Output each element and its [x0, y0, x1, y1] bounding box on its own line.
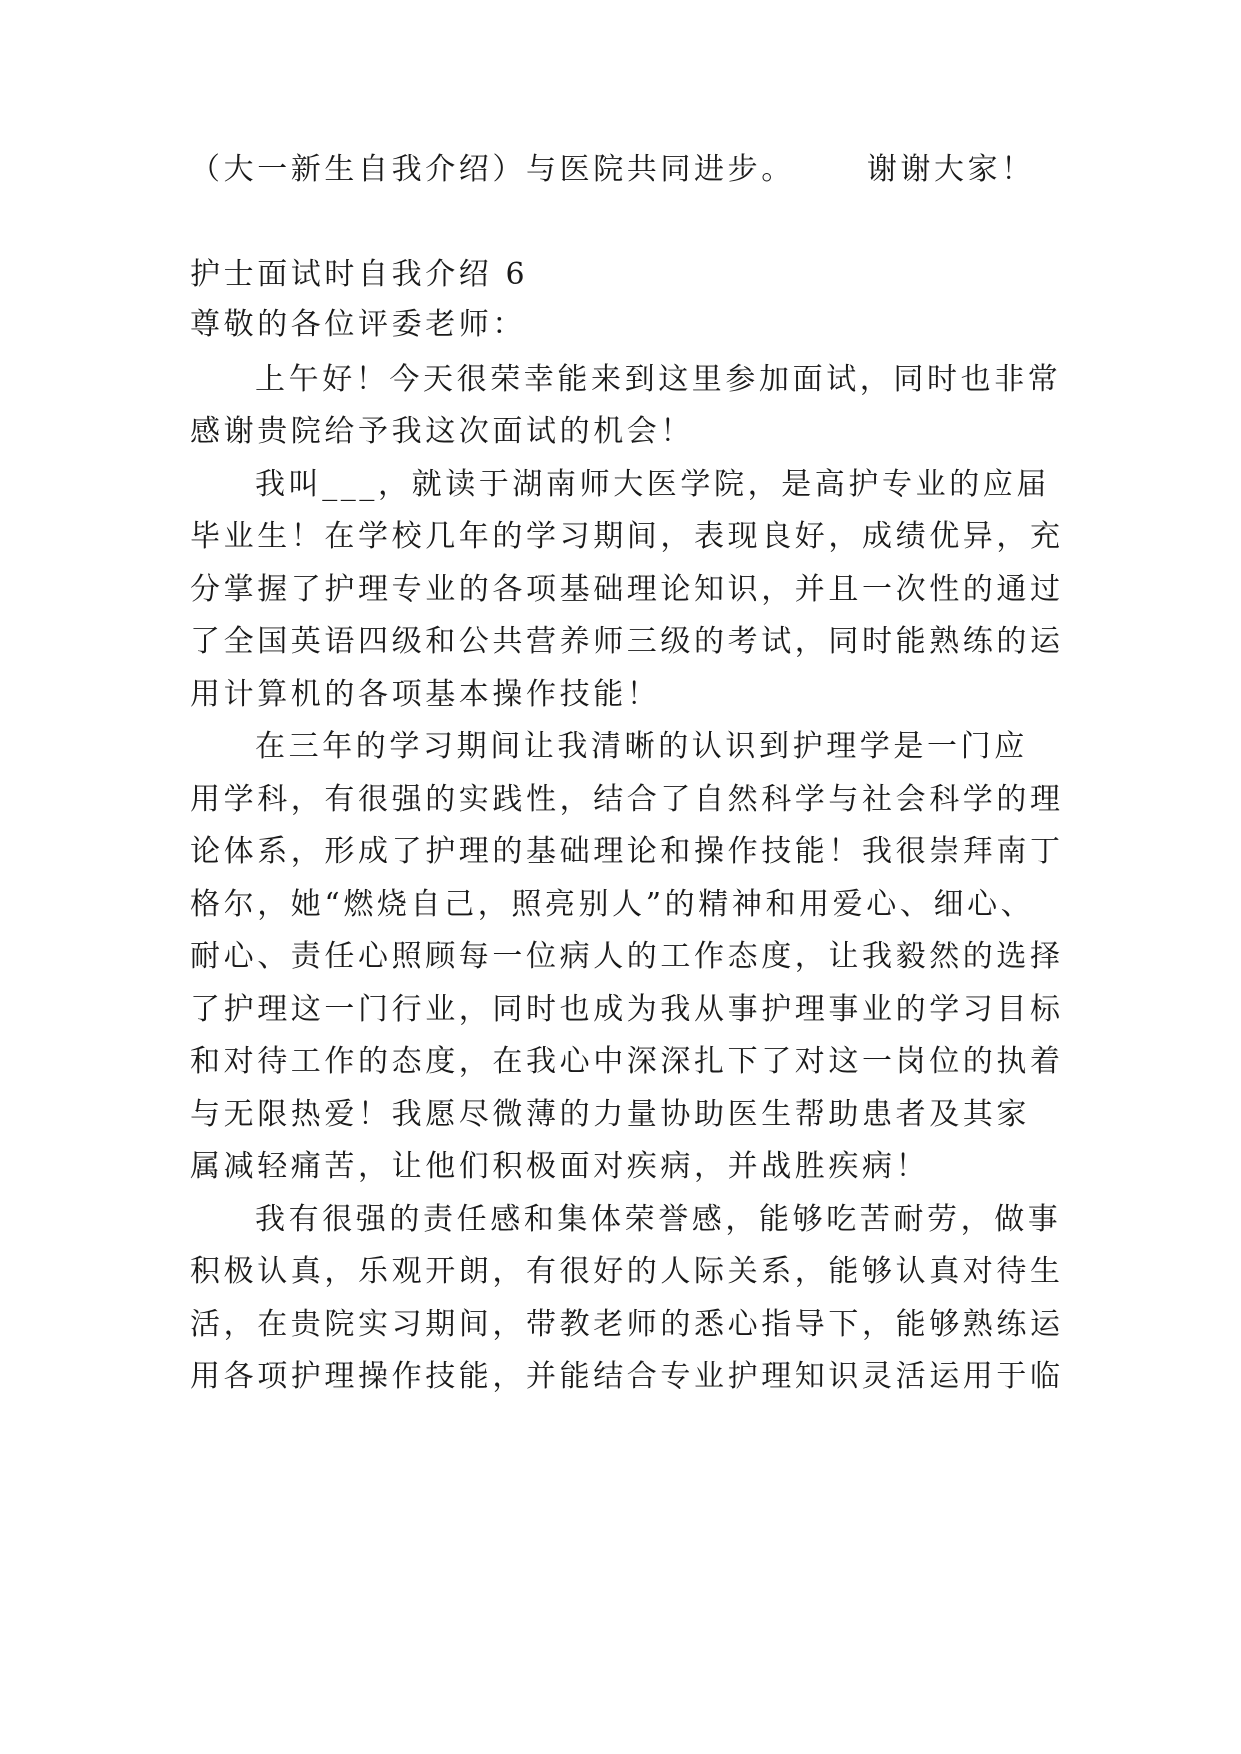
paragraph-line: 用学科，有很强的实践性，结合了自然科学与社会科学的理 — [190, 782, 1064, 817]
paragraph-line: 与无限热爱！我愿尽微薄的力量协助医生帮助患者及其家 — [190, 1097, 1030, 1132]
paragraph-line: 格尔，她“燃烧自己，照亮别人”的精神和用爱心、细心、 — [190, 887, 1035, 922]
paragraph-line: 在三年的学习期间让我清晰的认识到护理学是一门应 — [255, 729, 1028, 764]
paragraph-line: 我有很强的责任感和集体荣誉感，能够吃苦耐劳，做事 — [255, 1202, 1062, 1237]
paragraph-line: 了护理这一门行业，同时也成为我从事护理事业的学习目标 — [190, 992, 1064, 1027]
paragraph-line: 耐心、责任心照顾每一位病人的工作态度，让我毅然的选择 — [190, 939, 1064, 974]
paragraph-line: 用计算机的各项基本操作技能！ — [190, 677, 661, 712]
paragraph-line: 积极认真，乐观开朗，有很好的人际关系，能够认真对待生 — [190, 1254, 1064, 1289]
paragraph-line: 用各项护理操作技能，并能结合专业护理知识灵活运用于临 — [190, 1359, 1064, 1394]
paragraph-line: 我叫___，就读于湖南师大医学院，是高护专业的应届 — [255, 467, 1050, 502]
paragraph-line: 活，在贵院实习期间，带教老师的悉心指导下，能够熟练运 — [190, 1307, 1064, 1342]
section-title: 护士面试时自我介绍 6 — [190, 257, 529, 292]
salutation: 尊敬的各位评委老师： — [190, 307, 526, 342]
paragraph-line: 了全国英语四级和公共营养师三级的考试，同时能熟练的运 — [190, 624, 1064, 659]
paragraph-line: 分掌握了护理专业的各项基础理论知识，并且一次性的通过 — [190, 572, 1064, 607]
closing-text: （大一新生自我介绍）与医院共同进步。 — [190, 152, 795, 187]
thanks-text: 谢谢大家！ — [866, 152, 1035, 187]
paragraph-line: 和对待工作的态度，在我心中深深扎下了对这一岗位的执着 — [190, 1044, 1064, 1079]
paragraph-line: 论体系，形成了护理的基础理论和操作技能！我很崇拜南丁 — [190, 834, 1064, 869]
closing-line — [190, 150, 1090, 190]
paragraph-line: 上午好！今天很荣幸能来到这里参加面试，同时也非常 — [255, 362, 1062, 397]
paragraph-line: 感谢贵院给予我这次面试的机会！ — [190, 414, 694, 449]
paragraph-line: 属减轻痛苦，让他们积极面对疾病，并战胜疾病！ — [190, 1149, 930, 1184]
paragraph-line: 毕业生！在学校几年的学习期间，表现良好，成绩优异，充 — [190, 519, 1064, 554]
